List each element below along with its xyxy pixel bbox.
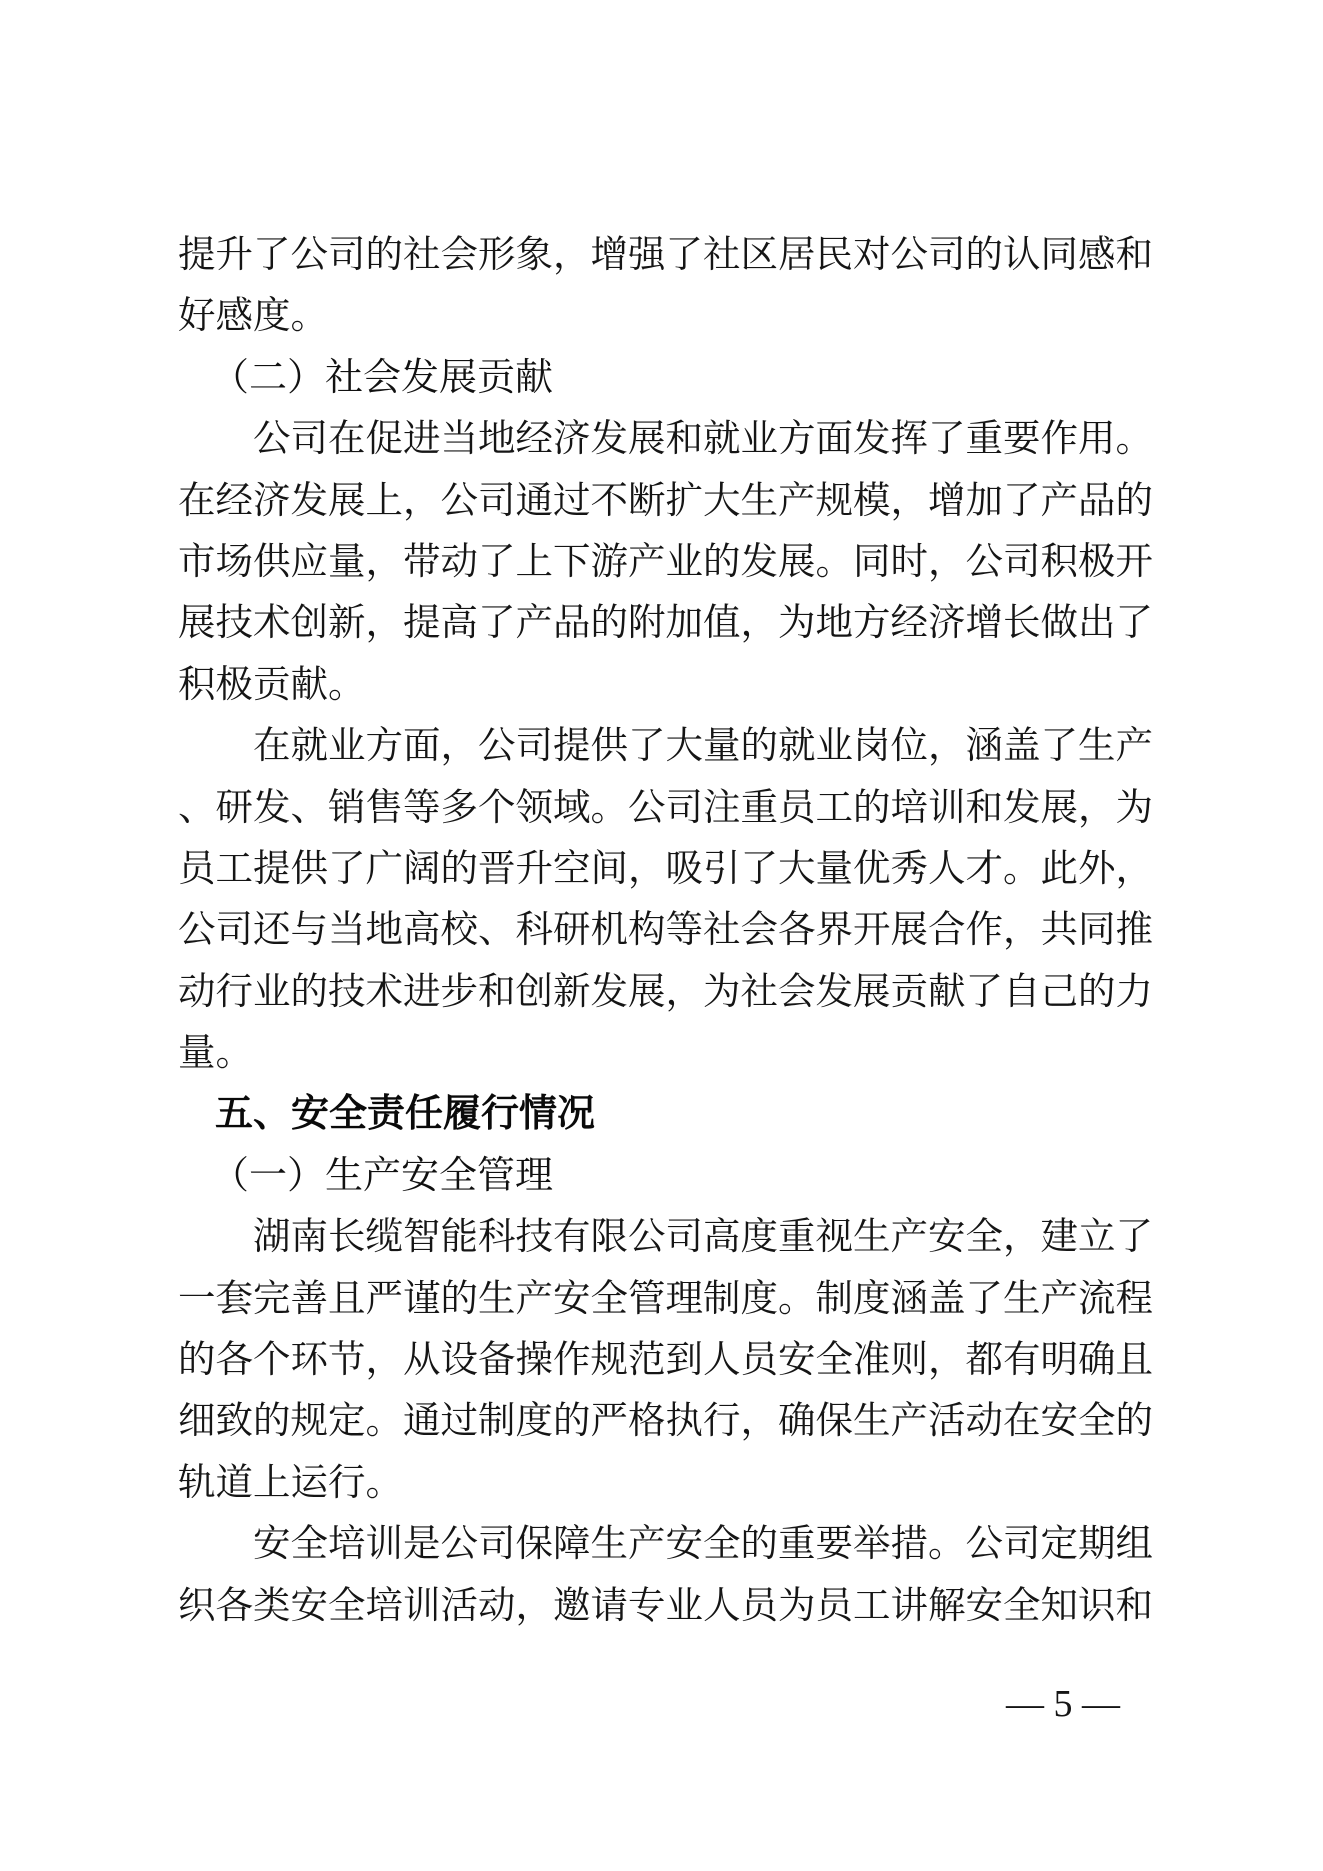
paragraph-safety-system — [178, 1207, 1158, 1514]
text-line: 公司在促进当地经济发展和就业方面发挥了重要作用。 — [253, 419, 1153, 461]
paragraph-economic-development — [178, 409, 1158, 716]
text-line: 展技术创新，提高了产品的附加值，为地方经济增长做出了 — [178, 603, 1153, 645]
text-line: 织各类安全培训活动，邀请专业人员为员工讲解安全知识和 — [178, 1585, 1153, 1627]
page-number: — 5 — — [1006, 1683, 1120, 1725]
text-line: 动行业的技术进步和创新发展，为社会发展贡献了自己的力 — [178, 971, 1153, 1013]
text-line: 、研发、销售等多个领域。公司注重员工的培训和发展，为 — [178, 787, 1153, 829]
text-line: 量。 — [178, 1033, 253, 1075]
text-line: 在就业方面，公司提供了大量的就业岗位，涵盖了生产 — [253, 726, 1153, 768]
text-line: 提升了公司的社会形象，增强了社区居民对公司的认同感和 — [178, 235, 1153, 276]
subheading-production-safety-management: （一）生产安全管理 — [211, 1154, 554, 1197]
paragraph-safety-training — [178, 1514, 1158, 1637]
text-line: 在经济发展上，公司通过不断扩大生产规模，增加了产品的 — [178, 480, 1153, 522]
text-line: 细致的规定。通过制度的严格执行，确保生产活动在安全的 — [178, 1401, 1153, 1443]
text-line: 安全培训是公司保障生产安全的重要举措。公司定期组 — [253, 1524, 1153, 1566]
text-line: 公司还与当地高校、科研机构等社会各界开展合作，共同推 — [178, 910, 1153, 952]
text-line: 市场供应量，带动了上下游产业的发展。同时，公司积极开 — [178, 541, 1153, 583]
text-line: 积极贡献。 — [178, 664, 366, 706]
text-line: 一套完善且严谨的生产安全管理制度。制度涵盖了生产流程 — [178, 1278, 1153, 1320]
subheading-social-development-contribution: （二）社会发展贡献 — [211, 356, 554, 399]
text-line: 湖南长缆智能科技有限公司高度重视生产安全，建立了 — [253, 1217, 1153, 1259]
document-content — [178, 225, 1158, 1637]
heading-safety-responsibility: 五、安全责任履行情况 — [215, 1093, 596, 1136]
text-line: 的各个环节，从设备操作规范到人员安全准则，都有明确且 — [178, 1340, 1153, 1382]
text-line: 员工提供了广阔的晋升空间，吸引了大量优秀人才。此外， — [178, 848, 1153, 890]
paragraph-social-image — [178, 225, 1158, 348]
paragraph-employment — [178, 716, 1158, 1084]
text-line: 好感度。 — [178, 296, 328, 338]
text-line: 轨道上运行。 — [178, 1462, 403, 1504]
